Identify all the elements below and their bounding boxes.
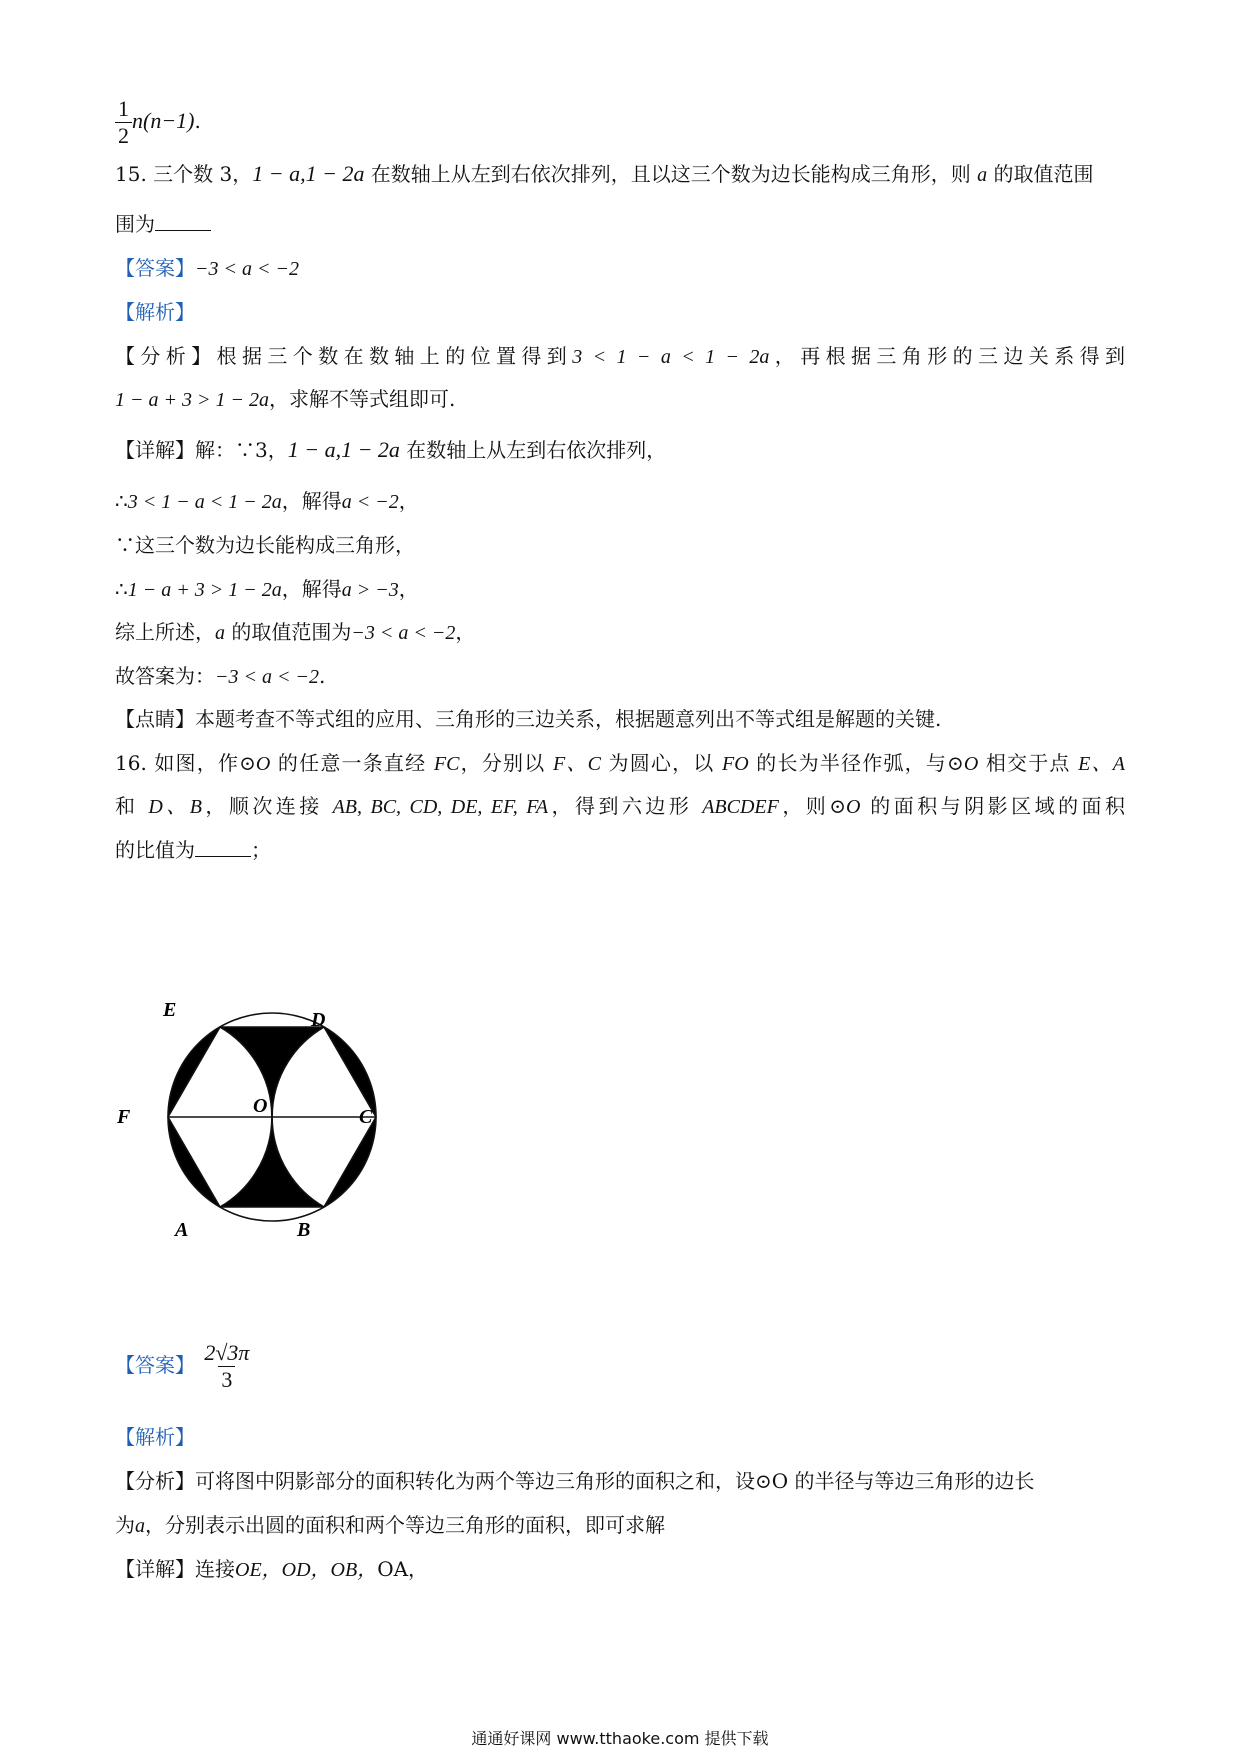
q16-line2: 和 D、B，顺次连接 AB, BC, CD, DE, EF, FA，得到六边形 ABCDEF，则⊙O 的面积与阴影区域的面积 [115,794,1126,818]
q16-analysis-line2: 为a，分别表示出圆的面积和两个等边三角形的面积，即可求解 [115,1513,665,1537]
label-f: F [117,1106,131,1128]
label-a: A [175,1219,189,1241]
q15-analysis-line2: 1 − a + 3 > 1 − 2a，求解不等式组即可. [115,387,456,411]
q16-answer: 【答案】 $\frac{2√3\pi}{3}$ [115,1335,252,1395]
q15-line2: 围为 [115,210,211,238]
label-d: D [311,1009,326,1031]
label-b: B [297,1219,311,1241]
q15-detail-line1: 【详解】解：∵3，1 − a,1 − 2a 在数轴上从左到右依次排列， [115,437,667,462]
answer-blank [195,838,251,857]
answer-blank [155,212,211,231]
q15-analysis-line1: 【分析】根据三个数在数轴上的位置得到3 < 1 − a < 1 − 2a，再根据三角形的三边关系得到 [115,344,1126,368]
q16-line3: 的比值为 ； [115,838,271,862]
q15-detail-line5: 综上所述，a 的取值范围为−3 < a < −2， [115,620,476,644]
q15-detail-line6: 故答案为：−3 < a < −2. [115,664,326,688]
q16-line1: 16. 如图，作⊙O 的任意一条直经 FC，分别以 F、C 为圆心，以 FO 的长为半径作弧，与⊙O 相交于点 E、A [115,751,1126,775]
q15-answer: 【答案】−3 < a < −2 [115,256,299,280]
q15-detail-line4: ∴1 − a + 3 > 1 − 2a，解得a > −3， [115,577,419,601]
prev-answer: $\frac{1}{2}$ n(n−1). [115,96,201,149]
label-o: O [253,1095,268,1117]
q15-analysis-tag: 【解析】 [115,300,195,324]
q15-line1: 15. 三个数 3，1 − a,1 − 2a 在数轴上从左到右依次排列，且以这三个数为边长能构成三角形，则 a 的取值范围 [115,161,1094,186]
label-c: C [359,1106,373,1128]
q15-detail-line2: ∴3 < 1 − a < 1 − 2a，解得a < −2， [115,489,419,513]
q15-comment: 【点睛】本题考查不等式组的应用、三角形的三边关系，根据题意列出不等式组是解题的关键. [115,707,942,731]
answer-fraction: $\frac{2√3\pi}{3}$ [204,1340,250,1392]
q16-analysis-line1: 【分析】可将图中阴影部分的面积转化为两个等边三角形的面积之和，设⊙O 的半径与等边三角形的边长 [115,1469,1035,1493]
fraction: $\frac{1}{2}$ [115,96,132,149]
q15-detail-line3: ∵这三个数为边长能构成三角形， [115,533,415,557]
q16-analysis-tag: 【解析】 [115,1425,195,1449]
geometry-figure [115,980,435,1250]
label-e: E [163,999,177,1021]
footer: 通通好课网 www.tthaoke.com 提供下载 [471,1729,769,1748]
q16-detail-line1: 【详解】连接OE，OD，OB，OA， [115,1557,429,1581]
